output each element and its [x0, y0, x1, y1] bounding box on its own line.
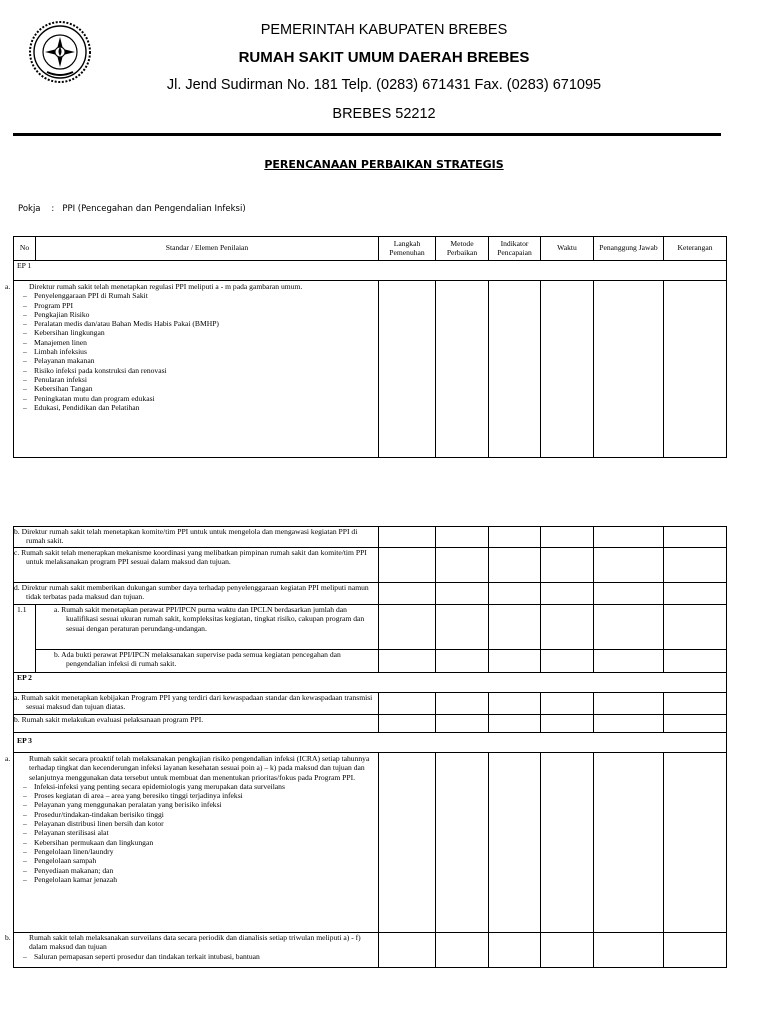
- empty-cell: [541, 281, 594, 458]
- empty-cell: [436, 548, 489, 583]
- col-indikator: Indikator Pencapaian: [489, 237, 541, 261]
- assessment-table-part-2: [5, 526, 727, 968]
- empty-cell: [436, 693, 489, 715]
- assessment-table-part-1: [5, 236, 727, 458]
- empty-cell: [379, 693, 436, 715]
- list-item: – Kebersihan permukaan dan lingkungan: [17, 838, 375, 847]
- ep2-label: EP 2: [14, 673, 727, 693]
- empty-cell: [379, 527, 436, 548]
- s11-a-text: a. Rumah sakit menetapkan perawat PPI/IPCN purna waktu dan IPCLN berdasarkan jumlah dan kualifikasi sesuai ukuran rumah sakit, kompleksitas kegiatan, tingkat risiko, cakupan program dan sesuai dengan peraturan perundang-undangan.: [36, 605, 379, 650]
- empty-cell: [594, 693, 664, 715]
- ep1-b-text: b. Direktur rumah sakit telah menetapkan komite/tim PPI untuk untuk mengelola dan mengawasi kegiatan PPI di rumah sakit.: [14, 527, 379, 548]
- empty-cell: [594, 933, 664, 968]
- empty-cell: [664, 933, 727, 968]
- table-row: [14, 583, 727, 605]
- col-standar: Standar / Elemen Penilaian: [36, 237, 379, 261]
- empty-cell: [436, 753, 489, 933]
- pokja-label: Pokja: [18, 204, 41, 214]
- empty-cell: [664, 715, 727, 733]
- list-item: – Saluran pernapasan seperti prosedur dan tindakan terkait intubasi, bantuan: [17, 952, 375, 961]
- empty-cell: [594, 281, 664, 458]
- table-row: [14, 527, 727, 548]
- list-item: – Pengelolaan linen/laundry: [17, 847, 375, 856]
- empty-cell: [594, 548, 664, 583]
- list-item: – Prosedur/tindakan-tindakan berisiko tinggi: [17, 810, 375, 819]
- list-item: – Penularan infeksi: [17, 375, 375, 384]
- empty-cell: [379, 715, 436, 733]
- empty-cell: [594, 583, 664, 605]
- empty-cell: [541, 527, 594, 548]
- empty-cell: [489, 605, 541, 650]
- list-item: – Pengelolaan sampah: [17, 856, 375, 865]
- empty-cell: [664, 583, 727, 605]
- table-row: [14, 548, 727, 583]
- empty-cell: [489, 650, 541, 673]
- ep3-b-text: b. Rumah sakit telah melaksanakan surveilans data secara periodik dan dianalisis setiap triwulan meliputi a) - f) dalam maksud dan tujuan: [5, 933, 361, 952]
- list-item: – Pelayanan sterilisasi alat: [17, 828, 375, 837]
- s11-number: 1.1: [14, 605, 36, 673]
- table-row: [14, 715, 727, 733]
- empty-cell: [489, 753, 541, 933]
- list-item: – Pengkajian Risiko: [17, 310, 375, 319]
- empty-cell: [379, 605, 436, 650]
- empty-cell: [489, 933, 541, 968]
- empty-cell: [541, 715, 594, 733]
- empty-cell: [489, 527, 541, 548]
- list-item: – Edukasi, Pendidikan dan Pelatihan: [17, 403, 375, 412]
- ep3-b-cell: [5, 933, 379, 968]
- empty-cell: [436, 650, 489, 673]
- table-row: [14, 281, 727, 458]
- ep1-row: [14, 261, 727, 281]
- ep3-a-cell: [5, 753, 379, 933]
- empty-cell: [664, 650, 727, 673]
- list-item: – Pengelolaan kamar jenazah: [17, 875, 375, 884]
- empty-cell: [594, 753, 664, 933]
- header-city: BREBES 52212: [332, 106, 436, 122]
- list-item: – Peningkatan mutu dan program edukasi: [17, 394, 375, 403]
- list-item: – Program PPI: [17, 301, 375, 310]
- header-hospital-name: RUMAH SAKIT UMUM DAERAH BREBES: [238, 49, 530, 66]
- list-item: – Infeksi-infeksi yang penting secara epidemiologis yang merupakan data surveilans: [17, 782, 375, 791]
- header-divider: [13, 133, 721, 136]
- ep1-a-cell: [5, 281, 379, 458]
- empty-cell: [489, 548, 541, 583]
- ep2-a-text: a. Rumah sakit menetapkan kebijakan Program PPI yang terdiri dari kewaspadaan standar dan kewaspadaan transmisi sesuai maksud dan tujuan diatas.: [14, 693, 379, 715]
- empty-cell: [436, 527, 489, 548]
- empty-cell: [664, 527, 727, 548]
- col-langkah: Langkah Pemenuhan: [379, 237, 436, 261]
- table-row: [14, 753, 727, 933]
- list-item: – Peralatan medis dan/atau Bahan Medis Habis Pakai (BMHP): [17, 319, 375, 328]
- s11-b-text: b. Ada bukti perawat PPI/IPCN melaksanakan supervise pada semua kegiatan pencegahan dan pengendalian infeksi di rumah sakit.: [36, 650, 379, 673]
- empty-cell: [489, 715, 541, 733]
- empty-cell: [541, 753, 594, 933]
- header-government: PEMERINTAH KABUPATEN BREBES: [260, 22, 508, 38]
- empty-cell: [379, 933, 436, 968]
- empty-cell: [541, 933, 594, 968]
- table-row: [14, 605, 727, 650]
- list-item: – Risiko infeksi pada konstruksi dan renovasi: [17, 366, 375, 375]
- empty-cell: [664, 281, 727, 458]
- empty-cell: [379, 281, 436, 458]
- empty-cell: [379, 650, 436, 673]
- col-no: No: [14, 237, 36, 261]
- empty-cell: [436, 583, 489, 605]
- document-title: PERENCANAAN PERBAIKAN STRATEGIS: [264, 158, 504, 171]
- empty-cell: [594, 650, 664, 673]
- empty-cell: [541, 650, 594, 673]
- empty-cell: [541, 605, 594, 650]
- empty-cell: [436, 715, 489, 733]
- ep3-a-text: a. Rumah sakit secara proaktif telah melaksanakan pengkajian risiko pengendalian infeksi (ICRA) setiap tahunnya terhadap tingkat dan kecenderungan infeksi layanan kesehatan sesuai poin a) – k) pada maksud dan tujuan dan selanjutnya menggunakan data tersebut untuk membuat dan menentukan prioritas/fokus pada Program PPI.: [5, 754, 370, 782]
- empty-cell: [436, 933, 489, 968]
- empty-cell: [436, 281, 489, 458]
- ep1-d-text: d. Direktur rumah sakit memberikan dukungan sumber daya terhadap penyelenggaraan kegiatan PPI meliputi namun tidak terbatas pada maksud dan tujuan.: [14, 583, 379, 605]
- empty-cell: [664, 548, 727, 583]
- empty-cell: [379, 583, 436, 605]
- list-item: – Kebersihan Tangan: [17, 384, 375, 393]
- table-header-row: [14, 237, 727, 261]
- header-address: Jl. Jend Sudirman No. 181 Telp. (0283) 671431 Fax. (0283) 671095: [166, 77, 602, 93]
- empty-cell: [541, 583, 594, 605]
- ep2-b-text: b. Rumah sakit melakukan evaluasi pelaksanaan program PPI.: [14, 715, 379, 733]
- empty-cell: [541, 693, 594, 715]
- empty-cell: [436, 605, 489, 650]
- table-row: [14, 693, 727, 715]
- empty-cell: [379, 753, 436, 933]
- empty-cell: [594, 527, 664, 548]
- col-metode: Metode Perbaikan: [436, 237, 489, 261]
- empty-cell: [594, 605, 664, 650]
- empty-cell: [664, 693, 727, 715]
- empty-cell: [489, 583, 541, 605]
- list-item: – Pelayanan yang menggunakan peralatan yang berisiko infeksi: [17, 800, 375, 809]
- list-item: – Manajemen linen: [17, 338, 375, 347]
- empty-cell: [594, 715, 664, 733]
- list-item: – Proses kegiatan di area – area yang beresiko tinggi terjadinya infeksi: [17, 791, 375, 800]
- pokja-line: [18, 204, 246, 214]
- empty-cell: [489, 281, 541, 458]
- ep1-c-text: c. Rumah sakit telah menerapkan mekanisme koordinasi yang melibatkan pimpinan rumah sakit dan komite/tim PPI untuk melaksanakan program PPI sesuai dalam maksud dan tujuan.: [14, 548, 379, 583]
- list-item: – Penyediaan makanan; dan: [17, 866, 375, 875]
- ep1-label: EP 1: [14, 261, 727, 281]
- ep1-a-text: a. Direktur rumah sakit telah menetapkan regulasi PPI meliputi a - m pada gambaran umum.: [5, 282, 303, 291]
- empty-cell: [541, 548, 594, 583]
- pokja-value: PPI (Pencegahan dan Pengendalian Infeksi): [62, 204, 246, 214]
- col-waktu: Waktu: [541, 237, 594, 261]
- col-penanggung: Penanggung Jawab: [594, 237, 664, 261]
- list-item: – Pelayanan distribusi linen bersih dan kotor: [17, 819, 375, 828]
- ep3-row: [14, 733, 727, 753]
- list-item: – Kebersihan lingkungan: [17, 328, 375, 337]
- empty-cell: [379, 548, 436, 583]
- col-keterangan: Keterangan: [664, 237, 727, 261]
- empty-cell: [664, 753, 727, 933]
- table-row: [14, 650, 727, 673]
- list-item: – Pelayanan makanan: [17, 356, 375, 365]
- table-row: [14, 933, 727, 968]
- ep3-label: EP 3: [14, 733, 727, 753]
- pokja-separator: :: [51, 204, 55, 214]
- list-item: – Limbah infeksius: [17, 347, 375, 356]
- empty-cell: [489, 693, 541, 715]
- list-item: – Penyelenggaraan PPI di Rumah Sakit: [17, 291, 375, 300]
- ep2-row: [14, 673, 727, 693]
- empty-cell: [664, 605, 727, 650]
